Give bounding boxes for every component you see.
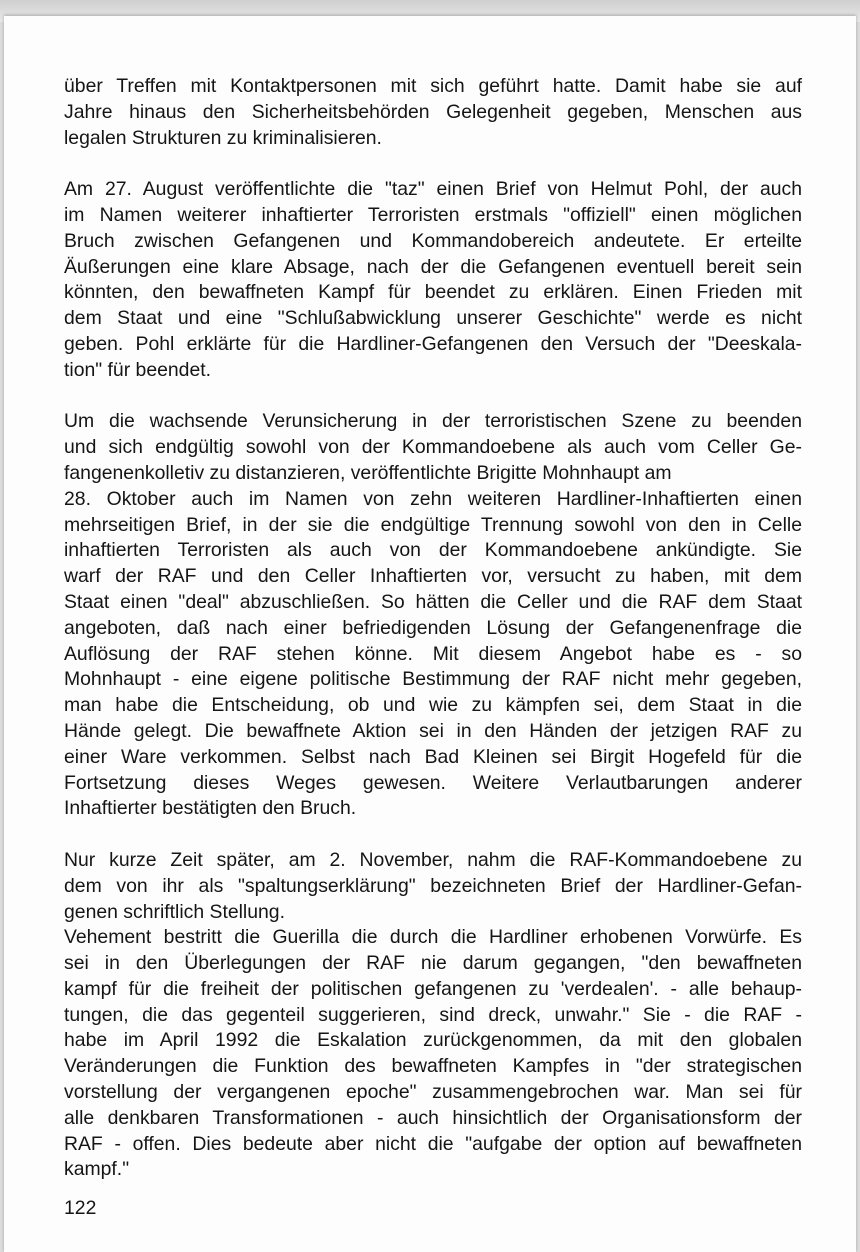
text-line: vorstellung der vergangenen epoche" zusammengebrochen war. Man sei für (64, 1081, 802, 1104)
text-line: Veränderungen die Funktion des bewaffneten Kampfes in "der strategischen (64, 1055, 802, 1078)
text-line: Mohnhaupt - eine eigene politische Bestimmung der RAF nicht mehr gegeben, (64, 668, 802, 691)
text-line: Bruch zwischen Gefangenen und Kommandobereich andeutete. Er erteilte (64, 229, 802, 252)
text-line: warf der RAF und den Celler Inhaftierten vor, versucht zu haben, mit dem (64, 565, 802, 588)
paragraph-4 (64, 848, 802, 1183)
text-line: mehrseitigen Brief, in der sie die endgültige Trennung sowohl von den in Celle (64, 513, 802, 536)
paragraph-3 (64, 409, 802, 822)
text-line: genen schriftlich Stellung. (64, 900, 285, 923)
text-line: kampf für die freiheit der politischen gefangenen zu 'verdealen'. - alle behaup- (64, 977, 802, 1000)
text-line: habe im April 1992 die Eskalation zurückgenommen, da mit den globalen (64, 1029, 802, 1052)
text-line: tungen, die das gegenteil suggerieren, sind dreck, unwahr." Sie - die RAF - (64, 1003, 802, 1026)
text-line: im Namen weiterer inhaftierter Terroristen erstmals "offiziell" einen möglichen (64, 203, 802, 226)
text-line: Auflösung der RAF stehen könne. Mit diesem Angebot habe es - so (64, 642, 802, 665)
text-line: Staat einen "deal" abzuschließen. So hätten die Celler und die RAF dem Staat (64, 590, 802, 613)
text-line: 28. Oktober auch im Namen von zehn weiteren Hardliner-Inhaftierten einen (64, 487, 802, 510)
text-line: Vehement bestritt die Guerilla die durch die Hardliner erhobenen Vorwürfe. Es (64, 926, 802, 949)
text-line: alle denkbaren Transformationen - auch hinsichtlich der Organisationsform der (64, 1106, 802, 1129)
text-line: tion" für beendet. (64, 358, 212, 381)
text-line: inhaftierten Terroristen als auch von der Kommandoebene ankündigte. Sie (64, 539, 802, 562)
text-line: könnten, den bewaffneten Kampf für beendet zu erklären. Einen Frieden mit (64, 281, 802, 304)
text-line: fangenenkolletiv zu distanzieren, veröffentlichte Brigitte Mohnhaupt am (64, 461, 672, 484)
page-number: 122 (64, 1197, 97, 1219)
text-line: über Treffen mit Kontaktpersonen mit sich geführt hatte. Damit habe sie auf (64, 75, 802, 97)
paragraph-1 (64, 74, 802, 151)
text-line: Inhaftierter bestätigten den Bruch. (64, 797, 357, 820)
text-line: geben. Pohl erklärte für die Hardliner-Gefangenen den Versuch der "Deeskala- (64, 332, 802, 355)
text-line: Hände gelegt. Die bewaffnete Aktion sei in den Händen der jetzigen RAF zu (64, 719, 802, 742)
text-line: dem Staat und eine "Schlußabwicklung unserer Geschichte" werde es nicht (64, 307, 802, 330)
text-line: angeboten, daß nach einer befriedigenden Lösung der Gefangenenfrage die (64, 616, 802, 639)
text-line: legalen Strukturen zu kriminalisieren. (64, 126, 382, 149)
document-body (64, 74, 802, 1183)
text-line: Jahre hinaus den Sicherheitsbehörden Gelegenheit gegeben, Menschen aus (64, 100, 802, 123)
text-line: Fortsetzung dieses Weges gewesen. Weitere Verlautbarungen anderer (64, 771, 802, 794)
text-line: kampf." (64, 1158, 130, 1181)
text-line: Um die wachsende Verunsicherung in der terroristischen Szene zu beenden (64, 410, 802, 433)
text-line: sei in den Überlegungen der RAF nie darum gegangen, "den bewaffneten (64, 952, 802, 975)
text-line: Nur kurze Zeit später, am 2. November, nahm die RAF-Kommandoebene zu (64, 848, 802, 871)
text-line: man habe die Entscheidung, ob und wie zu kämpfen sei, dem Staat in die (64, 694, 802, 717)
text-line: einer Ware verkommen. Selbst nach Bad Kleinen sei Birgit Hogefeld für die (64, 745, 802, 768)
text-line: Äußerungen eine klare Absage, nach der die Gefangenen eventuell bereit sein (64, 255, 802, 278)
text-line: und sich endgültig sowohl von der Kommandoebene als auch vom Celler Ge- (64, 436, 802, 459)
text-line: dem von ihr als "spaltungserklärung" bezeichneten Brief der Hardliner-Gefan- (64, 874, 802, 897)
text-line: RAF - offen. Dies bedeute aber nicht die "aufgabe der option auf bewaffneten (64, 1132, 802, 1155)
text-line: Am 27. August veröffentlichte die "taz" einen Brief von Helmut Pohl, der auch (64, 178, 802, 201)
paragraph-2 (64, 177, 802, 383)
